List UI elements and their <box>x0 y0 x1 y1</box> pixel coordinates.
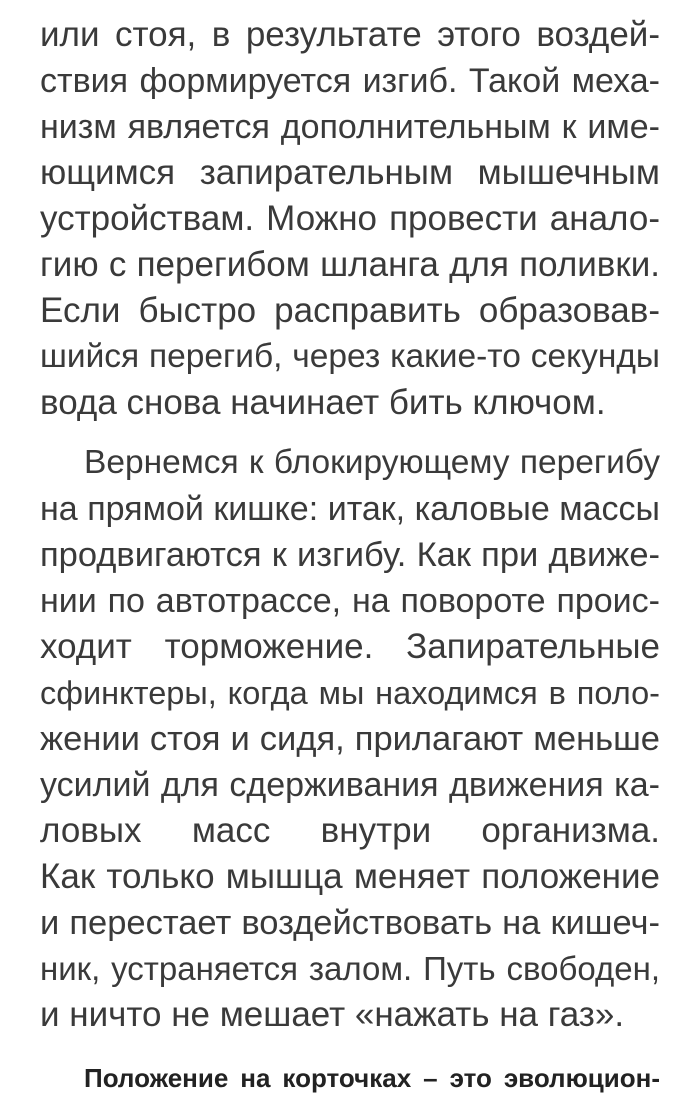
text-line: Если быстро расправить образовав- <box>40 291 660 330</box>
text-line: продвигаются к изгибу. Как при движе- <box>40 536 660 574</box>
text-line: ловых масс внутри организма. <box>40 811 660 850</box>
text-line: ник, устраняется залом. Путь свободен, <box>40 950 660 987</box>
text-line: на прямой кишке: итак, каловые массы <box>40 490 660 528</box>
text-line: низм является дополнительным к име- <box>40 108 660 146</box>
text-line: и ничто не мешает «нажать на газ». <box>40 995 625 1034</box>
text-line: сфинктеры, когда мы находимся в поло- <box>40 675 660 711</box>
text-line: устройствам. Можно провести анало- <box>40 199 660 238</box>
text-line: усилий для сдерживания движения ка- <box>40 766 660 804</box>
text-line: жении стоя и сидя, прилагают меньше <box>40 720 660 758</box>
text-line: ющимся запирательным мышечным <box>40 153 660 192</box>
text-line: и перестает воздействовать на кишеч- <box>40 904 660 942</box>
text-line: Вернемся к блокирующему перегибу <box>84 444 660 481</box>
text-line: вода снова начинает бить ключом. <box>40 383 606 422</box>
section-subheading: Положение на корточках – это эволюцион- <box>84 1063 660 1093</box>
text-line: шийся перегиб, через какие-то секунды <box>40 338 660 375</box>
text-line: ствия формируется изгиб. Такой меха- <box>40 62 660 100</box>
text-line: нии по автотрассе, на повороте проис- <box>40 582 660 620</box>
text-line: или стоя, в результате этого воздей- <box>40 15 660 54</box>
text-line: гию с перегибом шланга для поливки. <box>40 245 660 284</box>
text-line: Как только мышца меняет положение <box>40 857 660 896</box>
text-line: ходит торможение. Запирательные <box>40 627 660 666</box>
